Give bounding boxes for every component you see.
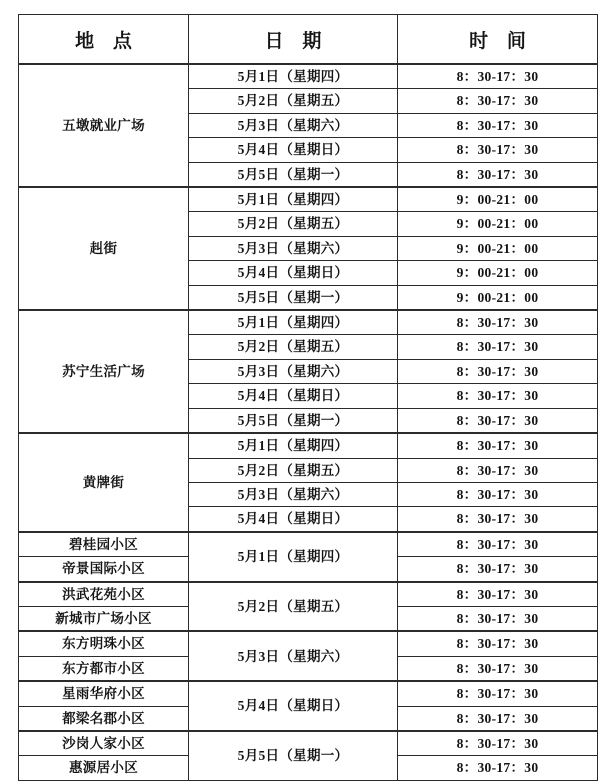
schedule-table [18, 14, 598, 781]
community-time-cell: 8：30-17：30 [398, 557, 598, 582]
venue-date-cell: 5月3日（星期六） [189, 482, 398, 506]
venue-time-cell: 8：30-17：30 [398, 482, 598, 506]
venue-location-cell: 苏宁生活广场 [19, 310, 189, 433]
venue-time-cell: 9：00-21：00 [398, 236, 598, 260]
venue-date-cell: 5月4日（星期日） [189, 384, 398, 408]
venue-time-cell: 8：30-17：30 [398, 138, 598, 162]
header-location: 地 点 [19, 15, 189, 65]
venue-time-cell: 8：30-17：30 [398, 335, 598, 359]
venue-location-cell: 黄牌街 [19, 433, 189, 532]
community-time-cell: 8：30-17：30 [398, 681, 598, 706]
venue-time-cell: 8：30-17：30 [398, 458, 598, 482]
venue-date-cell: 5月5日（星期一） [189, 408, 398, 433]
table-header [19, 15, 598, 65]
community-time-cell: 8：30-17：30 [398, 606, 598, 631]
venue-date-cell: 5月2日（星期五） [189, 89, 398, 113]
header-row [19, 15, 598, 65]
community-time-cell: 8：30-17：30 [398, 756, 598, 780]
community-location-cell: 东方明珠小区 [19, 631, 189, 656]
venue-time-cell: 8：30-17：30 [398, 64, 598, 89]
table-row [19, 532, 598, 557]
community-time-cell: 8：30-17：30 [398, 631, 598, 656]
venue-date-cell: 5月2日（星期五） [189, 335, 398, 359]
community-date-cell: 5月3日（星期六） [189, 631, 398, 681]
venue-date-cell: 5月2日（星期五） [189, 458, 398, 482]
venue-date-cell: 5月1日（星期四） [189, 64, 398, 89]
table-row [19, 681, 598, 706]
venue-date-cell: 5月4日（星期日） [189, 138, 398, 162]
venue-date-cell: 5月4日（星期日） [189, 507, 398, 532]
table-row [19, 731, 598, 756]
venue-date-cell: 5月5日（星期一） [189, 285, 398, 310]
community-time-cell: 8：30-17：30 [398, 656, 598, 681]
venue-time-cell: 8：30-17：30 [398, 359, 598, 383]
venue-time-cell: 8：30-17：30 [398, 507, 598, 532]
venue-date-cell: 5月4日（星期日） [189, 261, 398, 285]
community-date-cell: 5月2日（星期五） [189, 582, 398, 632]
table-row [19, 64, 598, 89]
community-date-cell: 5月5日（星期一） [189, 731, 398, 780]
community-location-cell: 惠源居小区 [19, 756, 189, 780]
venue-date-cell: 5月1日（星期四） [189, 433, 398, 458]
table-row [19, 310, 598, 335]
venue-time-cell: 8：30-17：30 [398, 113, 598, 137]
venue-time-cell: 8：30-17：30 [398, 162, 598, 187]
community-location-cell: 东方都市小区 [19, 656, 189, 681]
community-location-cell: 新城市广场小区 [19, 606, 189, 631]
table-row [19, 582, 598, 607]
table-body [19, 64, 598, 780]
venue-date-cell: 5月1日（星期四） [189, 187, 398, 212]
venue-time-cell: 9：00-21：00 [398, 212, 598, 236]
community-location-cell: 洪武花苑小区 [19, 582, 189, 607]
venue-time-cell: 8：30-17：30 [398, 384, 598, 408]
community-location-cell: 都梁名郡小区 [19, 706, 189, 731]
table-row [19, 433, 598, 458]
venue-location-cell: 五墩就业广场 [19, 64, 189, 187]
venue-date-cell: 5月1日（星期四） [189, 310, 398, 335]
table-row [19, 631, 598, 656]
community-date-cell: 5月1日（星期四） [189, 532, 398, 582]
venue-time-cell: 9：00-21：00 [398, 261, 598, 285]
table-row [19, 187, 598, 212]
venue-time-cell: 8：30-17：30 [398, 89, 598, 113]
venue-time-cell: 8：30-17：30 [398, 433, 598, 458]
venue-location-cell: 赳街 [19, 187, 189, 310]
venue-date-cell: 5月3日（星期六） [189, 359, 398, 383]
venue-time-cell: 8：30-17：30 [398, 408, 598, 433]
venue-date-cell: 5月5日（星期一） [189, 162, 398, 187]
venue-time-cell: 9：00-21：00 [398, 187, 598, 212]
community-time-cell: 8：30-17：30 [398, 582, 598, 607]
header-time: 时 间 [398, 15, 598, 65]
community-time-cell: 8：30-17：30 [398, 731, 598, 756]
venue-time-cell: 8：30-17：30 [398, 310, 598, 335]
community-location-cell: 星雨华府小区 [19, 681, 189, 706]
community-location-cell: 沙岗人家小区 [19, 731, 189, 756]
venue-date-cell: 5月3日（星期六） [189, 113, 398, 137]
community-location-cell: 碧桂园小区 [19, 532, 189, 557]
community-location-cell: 帝景国际小区 [19, 557, 189, 582]
community-time-cell: 8：30-17：30 [398, 532, 598, 557]
community-date-cell: 5月4日（星期日） [189, 681, 398, 731]
venue-date-cell: 5月2日（星期五） [189, 212, 398, 236]
venue-date-cell: 5月3日（星期六） [189, 236, 398, 260]
community-time-cell: 8：30-17：30 [398, 706, 598, 731]
header-date: 日 期 [189, 15, 398, 65]
venue-time-cell: 9：00-21：00 [398, 285, 598, 310]
